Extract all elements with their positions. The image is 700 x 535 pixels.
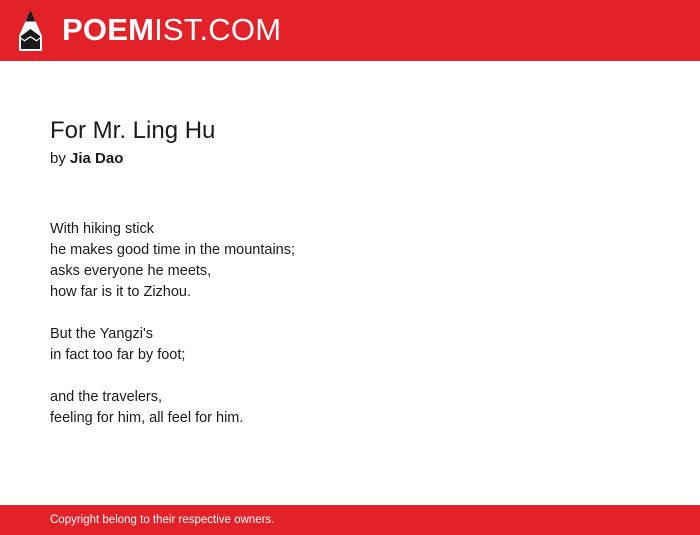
copyright-text: Copyright belong to their respective owners. xyxy=(50,514,275,526)
poem-stanza xyxy=(50,219,295,303)
poem-line: With hiking stick xyxy=(50,221,154,237)
logo-text-light: IST.COM xyxy=(154,12,282,47)
poem-body xyxy=(50,219,295,429)
logo-text-bold: POEM xyxy=(62,12,155,47)
poem-author[interactable]: Jia Dao xyxy=(70,150,124,167)
poem-stanza xyxy=(50,387,295,429)
pencil-tip-icon xyxy=(17,9,44,52)
site-header xyxy=(0,0,700,61)
poem-line: and the travelers, xyxy=(50,389,163,405)
poem-line: But the Yangzi's xyxy=(50,326,153,342)
poem-line: he makes good time in the mountains; xyxy=(50,242,296,258)
site-footer xyxy=(0,505,700,535)
poem-line: how far is it to Zizhou. xyxy=(50,284,192,300)
site-logo[interactable] xyxy=(62,12,281,48)
byline-prefix: by xyxy=(50,150,66,167)
poem-line: in fact too far by foot; xyxy=(50,347,186,363)
poem-title: For Mr. Ling Hu xyxy=(50,117,216,144)
poem-line: feeling for him, all feel for him. xyxy=(50,410,244,426)
poem-byline xyxy=(50,149,123,169)
poem-stanza xyxy=(50,324,295,366)
poem-line: asks everyone he meets, xyxy=(50,263,212,279)
